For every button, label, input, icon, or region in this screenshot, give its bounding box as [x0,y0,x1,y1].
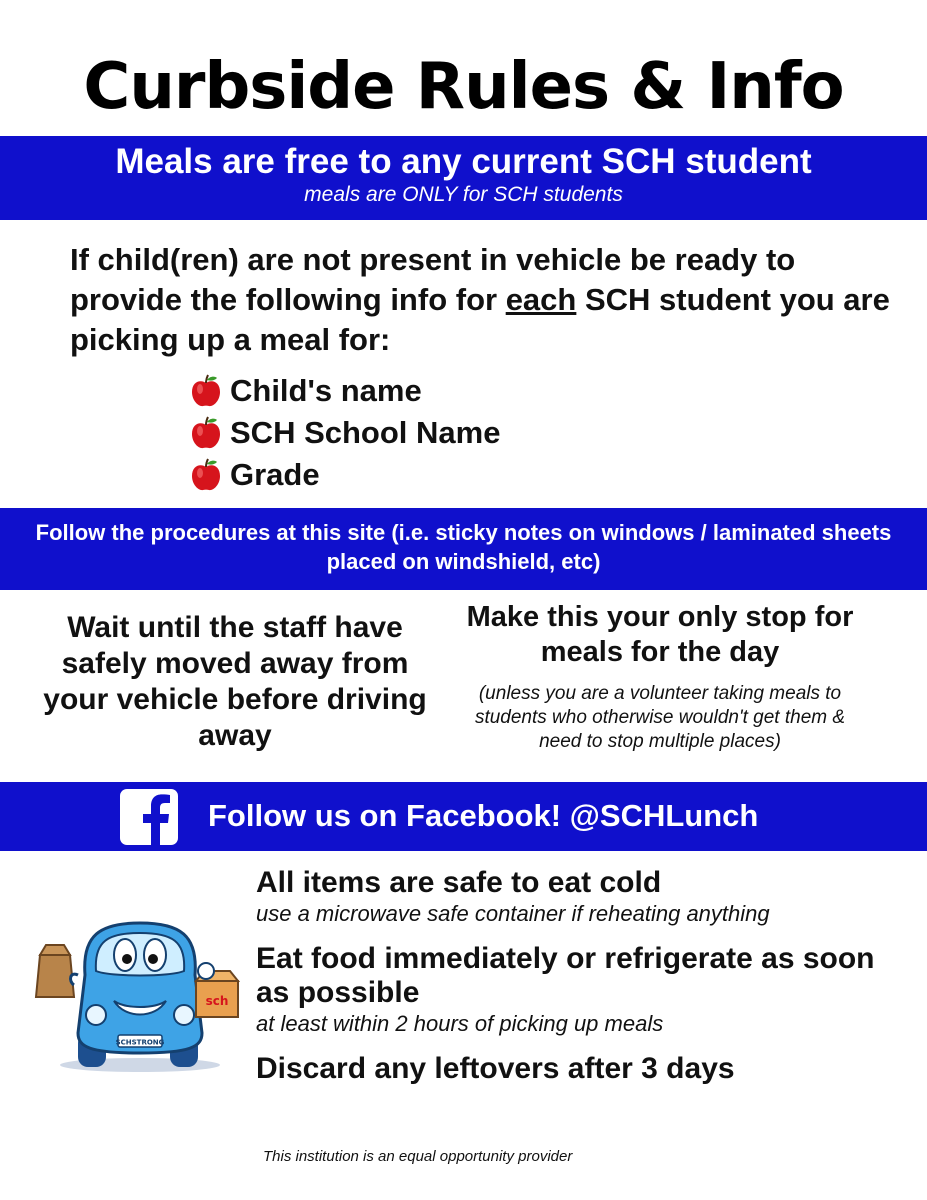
facebook-banner [0,782,927,851]
food-safety-tips [256,866,896,1100]
wait-rule: Wait until the staff have safely moved away from your vehicle before driving away [43,611,427,752]
tip-subtext: at least within 2 hours of picking up meals [256,1011,664,1036]
list-item [256,942,896,1038]
intro-text-after: SCH student you are picking up a meal for: [70,282,890,357]
free-meals-banner [0,136,927,220]
list-item [190,370,500,412]
tip-headline: Discard any leftovers after 3 days [256,1052,735,1085]
facebook-text: Follow us on Facebook! @SCHLunch [208,798,759,833]
list-item-label: Grade [230,457,320,492]
only-stop-rule [455,600,865,754]
footer-disclaimer: This institution is an equal opportunity provider [263,1148,573,1165]
tip-subtext: use a microwave safe container if reheating anything [256,901,770,926]
apple-icon [190,416,222,450]
facebook-icon [120,789,178,845]
apple-icon [190,458,222,492]
procedures-text: Follow the procedures at this site (i.e. sticky notes on windows / laminated sheets placed on windshield, etc) [35,520,892,574]
list-item [256,1052,896,1086]
list-item [190,412,500,454]
intro-text-before: If child(ren) are not present in vehicle be ready to provide the following info for [70,242,796,317]
list-item-label: Child's name [230,373,422,408]
tip-headline: Eat food immediately or refrigerate as soon as possible [256,942,875,1009]
svg-text:sch: sch [205,994,229,1008]
svg-text:SCHSTRONG: SCHSTRONG [115,1038,165,1047]
page-title: Curbside Rules & Info [83,50,844,124]
list-item-label: SCH School Name [230,415,501,450]
procedures-banner [0,508,927,590]
apple-icon [190,374,222,408]
required-info-list [190,370,500,496]
only-stop-note: (unless you are a volunteer taking meals to students who otherwise wouldn't get them & need to stop multiple places) [474,683,846,752]
intro-emphasis: each [505,282,577,317]
free-meals-subline: meals are ONLY for SCH students [304,183,623,206]
free-meals-headline: Meals are free to any current SCH student [115,142,812,181]
only-stop-headline: Make this your only stop for meals for the day [466,601,854,668]
tip-headline: All items are safe to eat cold [256,866,662,899]
intro-paragraph [70,240,890,360]
list-item [190,454,500,496]
car-mascot-icon [30,915,245,1075]
list-item [256,866,896,928]
